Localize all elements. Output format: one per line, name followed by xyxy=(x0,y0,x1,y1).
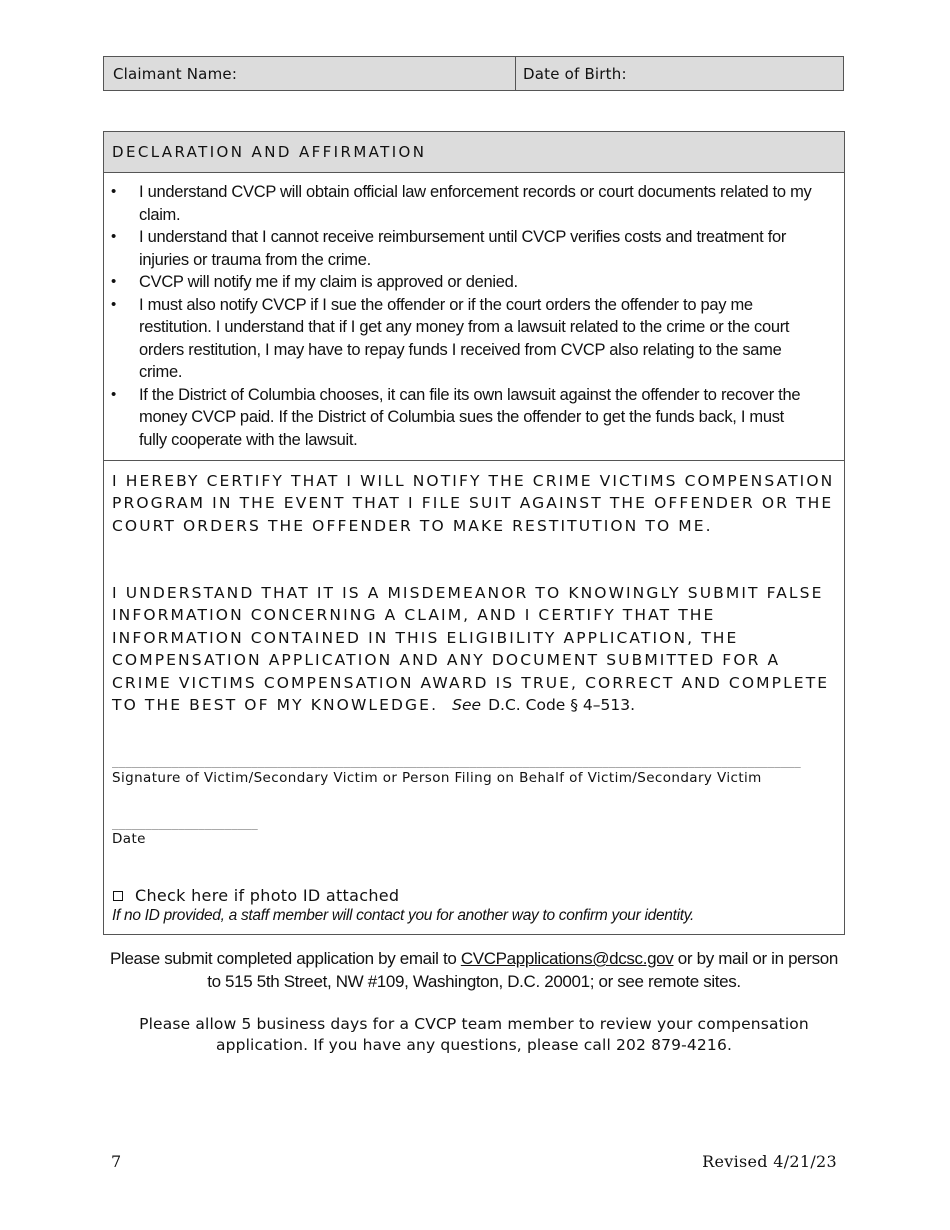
date-of-birth-label: Date of Birth: xyxy=(523,64,627,83)
photo-id-note: If no ID provided, a staff member will contact you for another way to confirm your identity. xyxy=(112,907,695,924)
certification-truth-text: I UNDERSTAND THAT IT IS A MISDEMEANOR TO KNOWINGLY SUBMIT FALSE INFORMATION CONCERNING A CLAIM, AND I CERTIFY THAT THE INFORMATION CONTAINED IN THIS ELIGIBILITY APPLICATION, THE COMPENSATION APPLICATION AND ANY DOCUMENT SUBMITTED FOR A CRIME VICTIMS COMPENSATION AWARD IS TRUE, CORRECT AND COMPLETE TO THE BEST OF MY KNOWLEDGE. xyxy=(112,584,830,715)
photo-id-label: Check here if photo ID attached xyxy=(135,886,400,905)
certification-truth-paragraph xyxy=(112,582,844,716)
submit-text-after: or by mail or in person to 515 5th Street, NW #109, Washington, D.C. 20001; or see remote sites. xyxy=(207,949,838,991)
claimant-name-field[interactable] xyxy=(104,57,516,90)
submission-instructions xyxy=(103,948,845,993)
dc-code-reference: D.C. Code § 4–513. xyxy=(488,696,636,715)
declaration-item: • If the District of Columbia chooses, it can file its own lawsuit against the offender to recover the money CVCP paid. If the District of Columbia sues the offender to get the funds back, I must fully cooperate with the lawsuit. xyxy=(104,384,844,452)
revision-date: Revised 4/21/23 xyxy=(702,1152,837,1171)
declaration-header xyxy=(103,131,845,173)
date-line[interactable]: ______________________ xyxy=(112,817,258,830)
declaration-item: • I must also notify CVCP if I sue the offender or if the court orders the offender to pay me restitution. I understand that if I get any money from a lawsuit related to the crime or the court orders restitution, I may have to repay funds I received from CVCP also relating to the same crime. xyxy=(104,294,844,384)
declaration-bullets-box xyxy=(103,172,845,461)
date-of-birth-field[interactable] xyxy=(516,57,843,90)
page-number: 7 xyxy=(111,1152,122,1171)
date-label: Date xyxy=(112,831,146,847)
photo-id-row xyxy=(113,886,399,905)
declaration-item: • I understand that I cannot receive reimbursement until CVCP verifies costs and treatment for injuries or trauma from the crime. xyxy=(104,226,844,271)
submit-text-before: Please submit completed application by email to xyxy=(110,949,461,968)
declaration-item: • CVCP will notify me if my claim is approved or denied. xyxy=(104,271,844,294)
declaration-item: • I understand CVCP will obtain official law enforcement records or court documents related to my claim. xyxy=(104,181,844,226)
certification-box xyxy=(103,460,845,935)
claimant-name-label: Claimant Name: xyxy=(113,64,238,83)
claimant-info-box xyxy=(103,56,844,91)
signature-line[interactable]: ________________________________________________________________________________________________________ xyxy=(112,755,801,768)
photo-id-checkbox[interactable] xyxy=(113,891,123,901)
declaration-title: DECLARATION AND AFFIRMATION xyxy=(112,143,427,161)
email-link[interactable]: CVCPapplications@dcsc.gov xyxy=(460,949,674,968)
certification-notify-paragraph: I HEREBY CERTIFY THAT I WILL NOTIFY THE CRIME VICTIMS COMPENSATION PROGRAM IN THE EVENT THAT I FILE SUIT AGAINST THE OFFENDER OR THE COURT ORDERS THE OFFENDER TO MAKE RESTITUTION TO ME. xyxy=(112,472,835,535)
declaration-list xyxy=(104,181,844,451)
see-reference: See xyxy=(452,696,482,715)
processing-notice: Please allow 5 business days for a CVCP team member to review your compensation application. If you have any questions, please call 202 879-4216. xyxy=(139,1015,809,1054)
signature-label: Signature of Victim/Secondary Victim or Person Filing on Behalf of Victim/Secondary Victim xyxy=(112,770,762,786)
